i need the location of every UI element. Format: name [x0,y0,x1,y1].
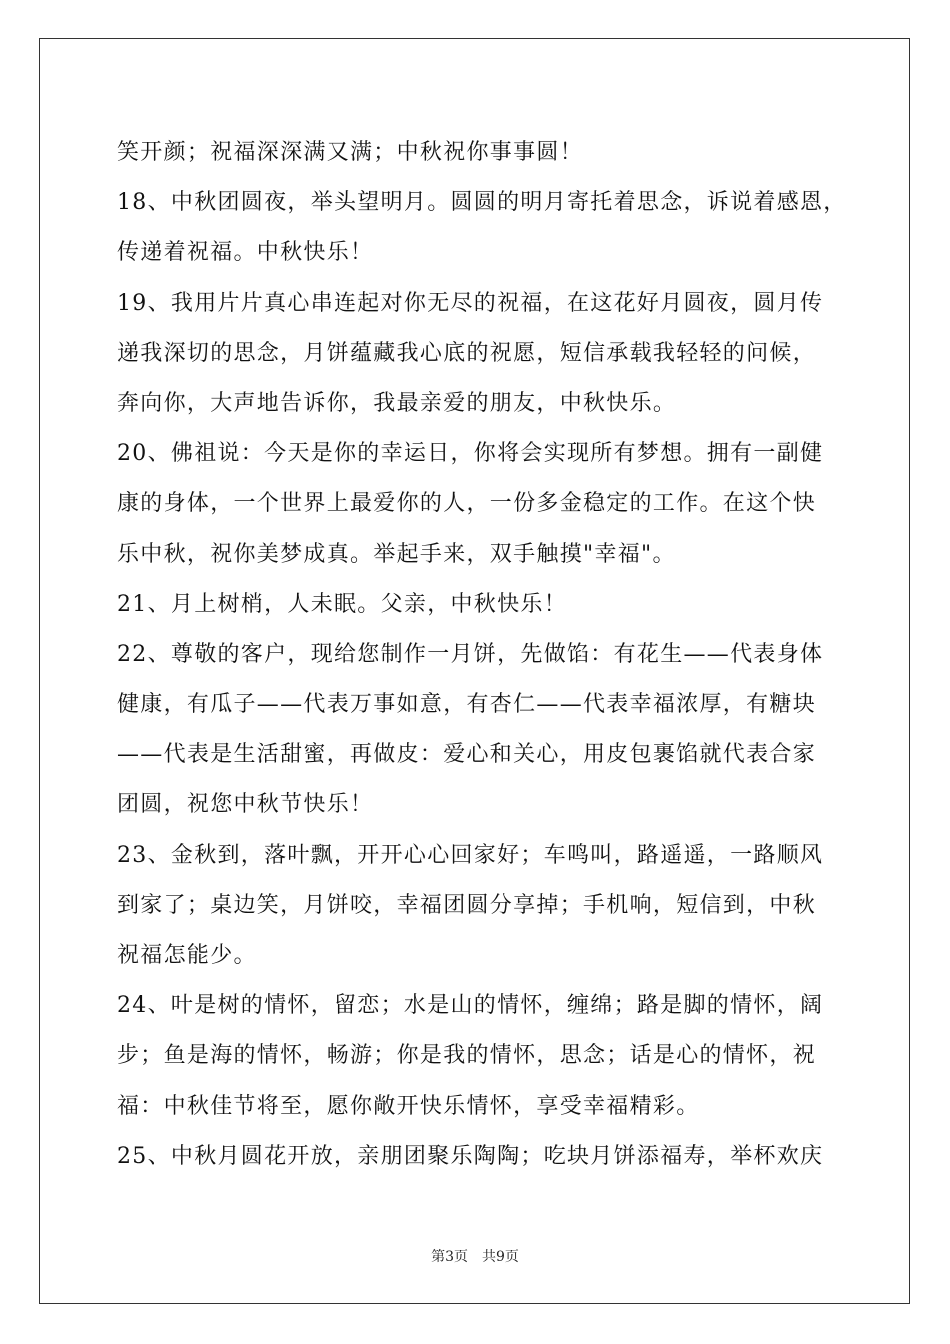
page-footer [0,1246,950,1266]
text-line: 团圆，祝您中秋节快乐！ [117,792,374,818]
page-number-total: 共9页 [482,1249,519,1265]
text-line: 22、尊敬的客户，现给您制作一月饼，先做馅：有花生——代表身体 [117,641,824,667]
text-line: 奔向你，大声地告诉你，我最亲爱的朋友，中秋快乐。 [117,390,677,416]
text-line: 递我深切的思念，月饼蕴藏我心底的祝愿，短信承载我轻轻的问候， [117,340,817,366]
page-number-current: 第3页 [431,1249,468,1265]
text-line: ——代表是生活甜蜜，再做皮：爱心和关心，用皮包裹馅就代表合家 [117,742,817,768]
text-line: 23、金秋到，落叶飘，开开心心回家好；车鸣叫，路遥遥，一路顺风 [117,842,824,868]
text-line: 健康，有瓜子——代表万事如意，有杏仁——代表幸福浓厚，有糖块 [117,692,817,718]
text-line: 康的身体，一个世界上最爱你的人，一份多金稳定的工作。在这个快 [117,491,817,517]
text-line: 25、中秋月圆花开放，亲朋团聚乐陶陶；吃块月饼添福寿，举杯欢庆 [117,1143,824,1169]
text-line: 21、月上树梢，人未眠。父亲，中秋快乐！ [117,591,567,617]
text-line: 福：中秋佳节将至，愿你敞开快乐情怀，享受幸福精彩。 [117,1093,700,1119]
text-line: 乐中秋，祝你美梦成真。举起手来，双手触摸"幸福"。 [117,541,676,567]
text-line: 19、我用片片真心串连起对你无尽的祝福，在这花好月圆夜，圆月传 [117,290,824,316]
text-line: 24、叶是树的情怀，留恋；水是山的情怀，缠绵；路是脚的情怀，阔 [117,993,824,1019]
text-line: 20、佛祖说：今天是你的幸运日，你将会实现所有梦想。拥有一副健 [117,441,824,467]
text-line: 步；鱼是海的情怀，畅游；你是我的情怀，思念；话是心的情怀，祝 [117,1043,817,1069]
text-line: 到家了；桌边笑，月饼咬，幸福团圆分享掉；手机响，短信到，中秋 [117,892,817,918]
text-line: 笑开颜；祝福深深满又满；中秋祝你事事圆！ [117,140,584,165]
document-body [117,128,847,1182]
text-line: 祝福怎能少。 [117,943,257,968]
text-line: 传递着祝福。中秋快乐！ [117,240,374,266]
text-line: 18、中秋团圆夜，举头望明月。圆圆的明月寄托着思念，诉说着感恩， [117,190,847,216]
